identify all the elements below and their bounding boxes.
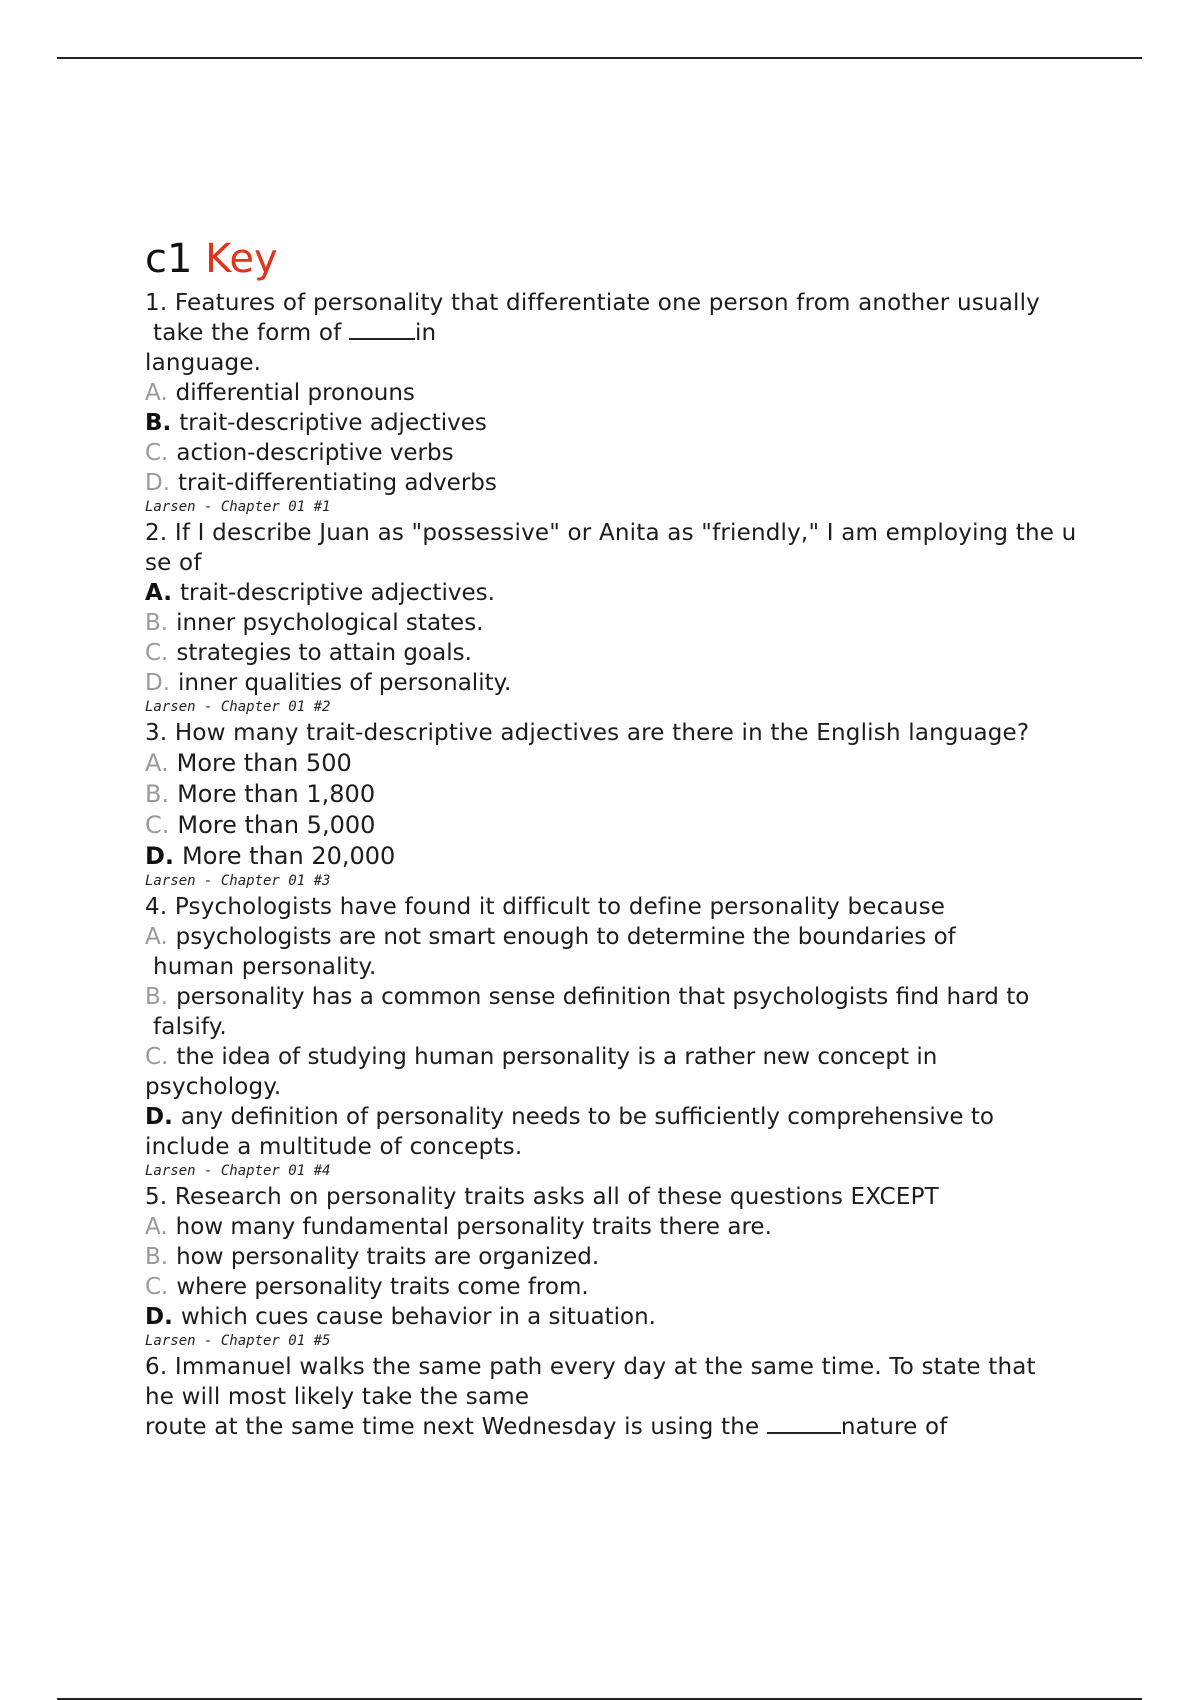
option-c [145,638,1095,668]
option-b [145,1242,1095,1272]
question-text-cont: he will most likely take the same [145,1384,530,1410]
question-text-part: nature of [840,1414,948,1440]
option-letter: B. [145,1244,169,1270]
option-d-correct [145,1302,1095,1332]
source-citation: Larsen - Chapter 01 #2 [145,699,331,715]
option-text: inner psychological states. [176,610,484,636]
option-text: inner qualities of personality. [178,670,512,696]
option-letter: A. [145,380,168,406]
option-letter: C. [145,440,169,466]
option-text: the idea of studying human personality is a rather new concept in [176,1044,938,1070]
option-text: More than 5,000 [177,811,376,839]
question-text: 2. If I describe Juan as "possessive" or Anita as "friendly," I am employing the u [145,520,1077,546]
option-letter: C. [145,1044,169,1070]
option-text: which cues cause behavior in a situation. [180,1304,656,1330]
option-text-cont: psychology. [145,1074,282,1100]
question-6 [145,1352,1095,1442]
source-citation: Larsen - Chapter 01 #1 [145,499,331,515]
page-title [145,232,1095,286]
option-letter: A. [145,749,169,777]
option-text: action-descriptive verbs [176,440,454,466]
question-3 [145,718,1095,891]
answer-blank [767,1414,841,1434]
title-prefix: c1 [145,236,193,282]
question-text: 3. How many trait-descriptive adjectives are there in the English language? [145,720,1030,746]
question-text: 1. Features of personality that differentiate one person from another usually [145,290,1040,316]
option-letter: A. [145,924,168,950]
top-rule [57,57,1142,59]
question-text-part: route at the same time next Wednesday is using the [145,1414,760,1440]
source-citation: Larsen - Chapter 01 #3 [145,873,331,889]
option-a [145,922,1095,952]
option-letter: D. [145,670,171,696]
option-c [145,1272,1095,1302]
option-c [145,1042,1095,1072]
question-text-part: take the form of [153,320,342,346]
option-b [145,779,1095,810]
option-text: More than 500 [176,749,352,777]
question-text: 6. Immanuel walks the same path every day at the same time. To state that [145,1354,1036,1380]
option-letter: B. [145,610,169,636]
question-text-part: in [414,320,437,346]
option-a-correct [145,578,1095,608]
question-5 [145,1182,1095,1351]
question-4 [145,892,1095,1181]
option-text-cont: human personality. [153,954,377,980]
option-letter: D. [145,1104,173,1130]
question-text-cont [145,1412,1095,1442]
option-text: differential pronouns [175,380,415,406]
option-a [145,1212,1095,1242]
option-text: trait-descriptive adjectives [179,410,487,436]
option-text: how personality traits are organized. [176,1244,600,1270]
option-letter: C. [145,811,170,839]
option-letter: D. [145,1304,173,1330]
option-text: how many fundamental personality traits there are. [175,1214,772,1240]
option-text: psychologists are not smart enough to determine the boundaries of [175,924,956,950]
question-text: 4. Psychologists have found it difficult to define personality because [145,894,946,920]
option-text: any definition of personality needs to be sufficiently comprehensive to [180,1104,994,1130]
option-letter: B. [145,410,172,436]
question-text-cont: language. [145,350,262,376]
option-d-correct [145,1102,1095,1132]
option-b [145,982,1095,1012]
option-text: trait-differentiating adverbs [178,470,497,496]
option-b-correct [145,408,1095,438]
question-1 [145,288,1095,517]
answer-blank [349,320,415,340]
option-letter: B. [145,780,170,808]
option-text: where personality traits come from. [176,1274,589,1300]
source-citation: Larsen - Chapter 01 #5 [145,1333,331,1349]
option-text: More than 1,800 [177,780,376,808]
option-d-correct [145,841,1095,872]
source-citation: Larsen - Chapter 01 #4 [145,1163,331,1179]
option-letter: C. [145,640,169,666]
option-text: trait-descriptive adjectives. [179,580,495,606]
option-c [145,438,1095,468]
option-a [145,748,1095,779]
option-letter: A. [145,1214,168,1240]
option-c [145,810,1095,841]
answer-key-content [145,232,1095,1442]
option-letter: D. [145,470,171,496]
option-text: More than 20,000 [182,842,396,870]
option-d [145,668,1095,698]
option-text: personality has a common sense definition that psychologists find hard to [176,984,1030,1010]
question-text: 5. Research on personality traits asks all of these questions EXCEPT [145,1184,939,1210]
option-text-cont: falsify. [153,1014,227,1040]
option-text-cont: include a multitude of concepts. [145,1134,523,1160]
option-b [145,608,1095,638]
option-letter: A. [145,580,172,606]
option-d [145,468,1095,498]
question-text-cont: se of [145,550,202,576]
option-text: strategies to attain goals. [176,640,472,666]
option-letter: C. [145,1274,169,1300]
question-2 [145,518,1095,717]
option-letter: B. [145,984,169,1010]
title-key: Key [205,236,278,282]
question-text-cont [145,318,1095,348]
option-a [145,378,1095,408]
option-letter: D. [145,842,175,870]
